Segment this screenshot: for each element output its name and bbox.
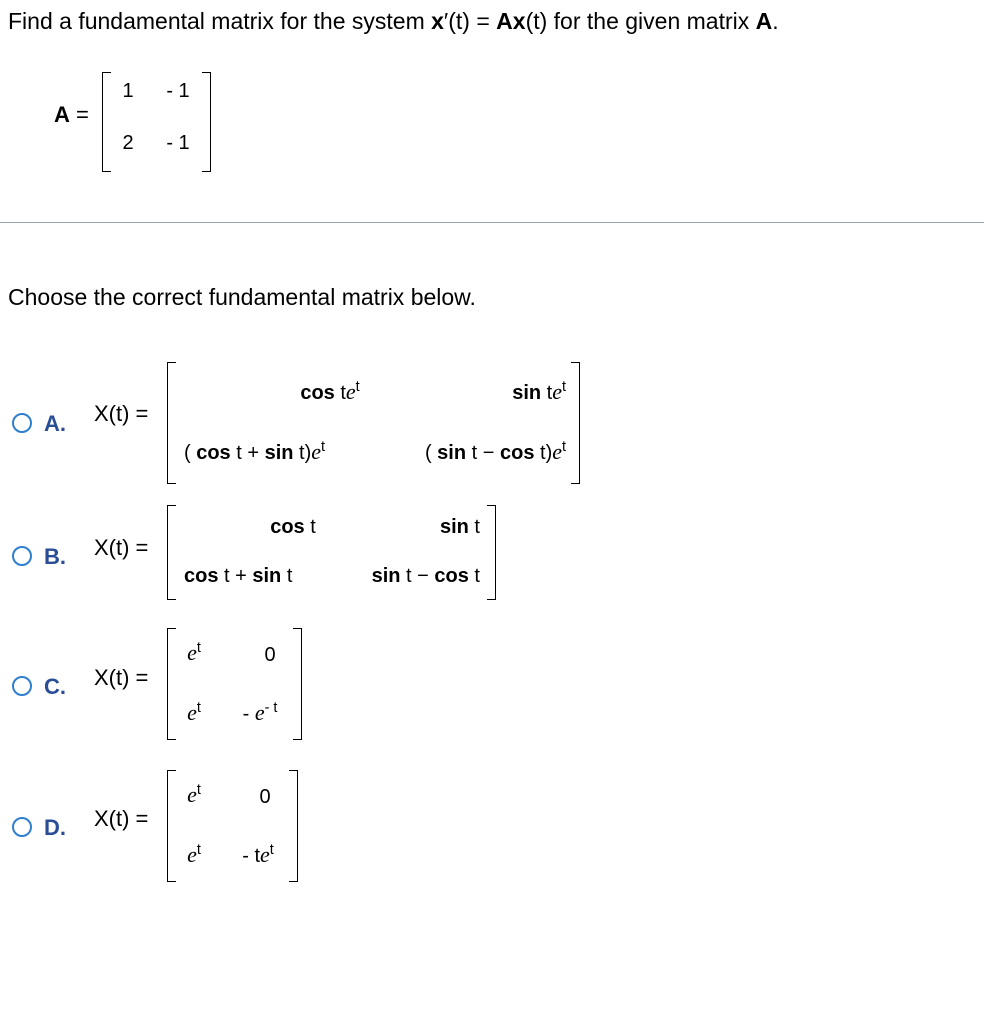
option-b-label: X(t) = <box>94 535 149 560</box>
option-c-radio[interactable] <box>12 676 32 696</box>
option-a-r1c1: $\cos te^t$ <box>300 379 360 404</box>
option-d-r2c2: - $te^t$ <box>242 842 274 867</box>
option-c-r2c2: - $e^{- t}$ <box>242 700 278 725</box>
option-b-radio[interactable] <box>12 546 32 566</box>
option-a-r2c1: ( $\cos t + \sin t)e^t$ <box>184 439 326 464</box>
matrix-a-r1c2: - 1 <box>166 80 190 102</box>
option-d-letter[interactable]: D. <box>44 815 66 840</box>
option-c-letter[interactable]: C. <box>44 674 66 699</box>
option-a-left-bracket <box>167 362 176 484</box>
option-a-r1c2: $\sin te^t$ <box>512 379 566 404</box>
section-divider <box>0 222 984 223</box>
option-c-r1c1: $e^t$ <box>187 640 201 665</box>
matrix-a-right-bracket <box>202 72 211 172</box>
prompt-text: Choose the correct fundamental matrix below. <box>8 284 476 310</box>
option-d-right-bracket <box>289 770 298 882</box>
matrix-a-r1c1: 1 <box>122 80 134 102</box>
option-b-left-bracket <box>167 505 176 600</box>
option-b-letter[interactable]: B. <box>44 544 66 569</box>
option-d-left-bracket <box>167 770 176 882</box>
option-a-letter[interactable]: A. <box>44 411 66 436</box>
matrix-a-r2c1: 2 <box>122 132 134 154</box>
option-b-right-bracket <box>487 505 496 600</box>
option-d-r2c1: $e^t$ <box>187 842 201 867</box>
option-a-r2c2: ( $\sin t - \cos t)e^t$ <box>424 439 566 464</box>
option-c-right-bracket <box>293 628 302 740</box>
option-c-r1c2: 0 <box>264 644 276 666</box>
matrix-a-label: A = <box>54 102 89 127</box>
option-b-r2c1: cos t + sin t <box>184 565 293 587</box>
option-b-r1c1: cos t <box>270 516 316 538</box>
option-b-r2c2: sin t − cos t <box>371 565 480 587</box>
option-d-r1c2: 0 <box>259 786 271 808</box>
option-c-label: X(t) = <box>94 665 149 690</box>
option-a-label: X(t) = <box>94 401 149 426</box>
option-a-radio[interactable] <box>12 413 32 433</box>
matrix-a-left-bracket <box>102 72 111 172</box>
option-b-r1c2: sin t <box>439 516 480 538</box>
question-text: Find a fundamental matrix for the system x′(t) = Ax(t) for the given matrix A. <box>8 8 779 34</box>
option-a-right-bracket <box>571 362 580 484</box>
matrix-a-r2c2: - 1 <box>166 132 190 154</box>
option-c-r2c1: $e^t$ <box>187 700 201 725</box>
option-d-label: X(t) = <box>94 806 149 831</box>
option-d-r1c1: $e^t$ <box>187 782 201 807</box>
option-c-left-bracket <box>167 628 176 740</box>
option-d-radio[interactable] <box>12 817 32 837</box>
